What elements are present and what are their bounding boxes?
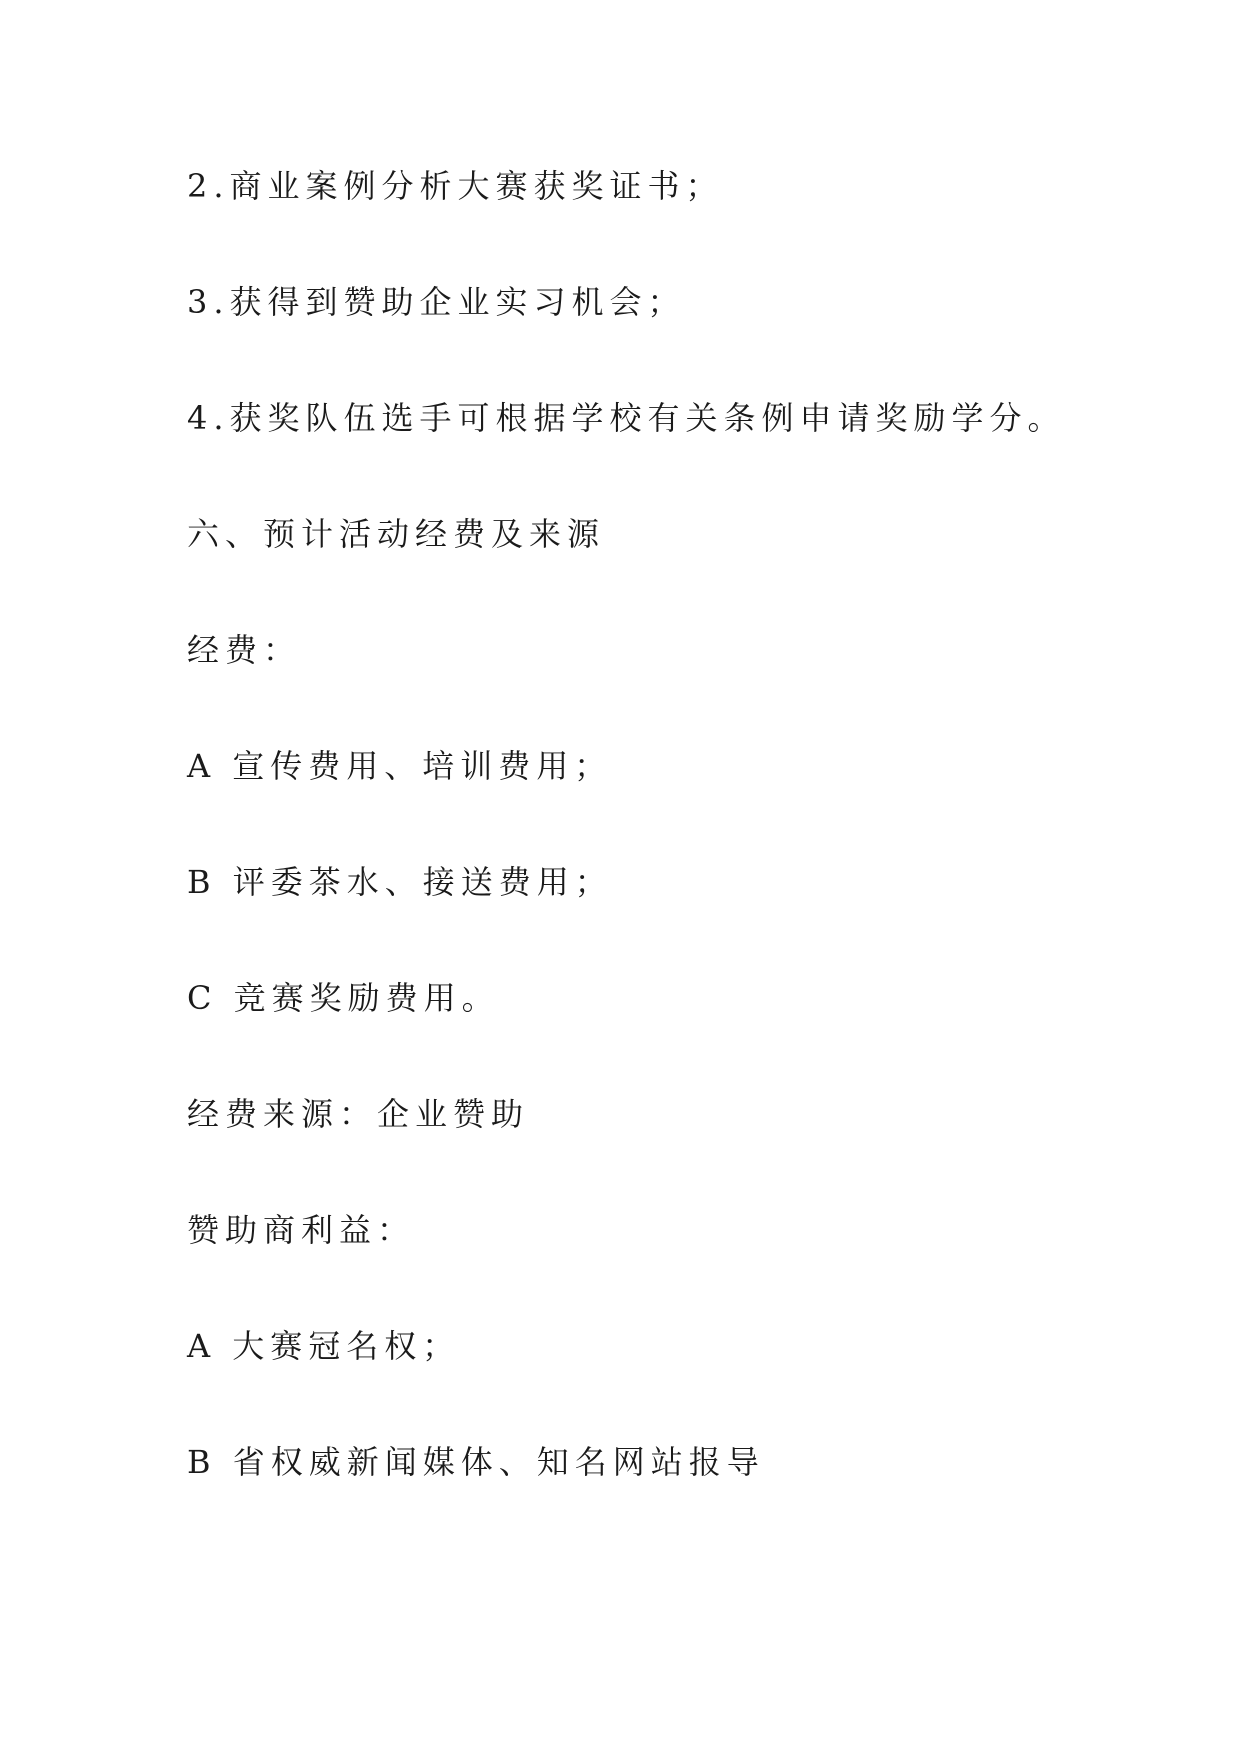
funding-item-promotion: A 宣传费用、培训费用； bbox=[187, 747, 613, 785]
sponsor-benefit-media: B 省权威新闻媒体、知名网站报导 bbox=[187, 1443, 765, 1481]
funding-item-judges: B 评委茶水、接送费用； bbox=[187, 863, 613, 901]
section-heading-funding: 六、预计活动经费及来源 bbox=[187, 515, 606, 553]
funding-source: 经费来源：企业赞助 bbox=[187, 1095, 530, 1133]
list-item-credits: 4.获奖队伍选手可根据学校有关条例申请奖励学分。 bbox=[187, 399, 1066, 437]
list-item-internship: 3.获得到赞助企业实习机会； bbox=[187, 283, 686, 321]
funding-label: 经费： bbox=[187, 631, 302, 669]
list-item-certificate: 2.商业案例分析大赛获奖证书； bbox=[187, 167, 724, 205]
funding-item-awards: C 竞赛奖励费用。 bbox=[187, 979, 500, 1017]
sponsor-benefit-naming-rights: A 大赛冠名权； bbox=[187, 1327, 461, 1365]
sponsor-benefits-label: 赞助商利益： bbox=[187, 1211, 416, 1249]
